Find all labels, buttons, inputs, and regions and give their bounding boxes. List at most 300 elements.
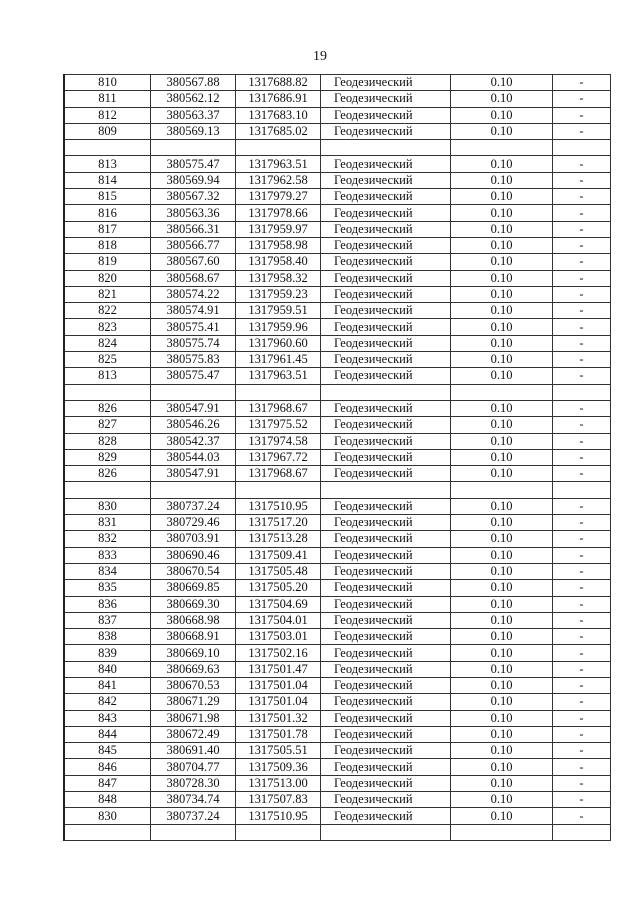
- separator-row: [64, 384, 611, 400]
- accuracy-cell: 0.10: [451, 75, 553, 91]
- x-coordinate-cell: 380670.53: [151, 677, 236, 693]
- table-row: [64, 237, 611, 253]
- description-cell: -: [553, 123, 611, 139]
- method-cell: Геодезический: [321, 91, 451, 107]
- y-coordinate-cell: 1317959.97: [236, 221, 321, 237]
- y-coordinate-cell: 1317963.51: [236, 368, 321, 384]
- point-number-cell: 826: [64, 466, 151, 482]
- accuracy-cell: 0.10: [451, 205, 553, 221]
- y-coordinate-cell: 1317963.51: [236, 156, 321, 172]
- x-coordinate-cell: 380567.88: [151, 75, 236, 91]
- x-coordinate-cell: 380669.30: [151, 596, 236, 612]
- description-cell: -: [553, 726, 611, 742]
- method-cell: Геодезический: [321, 237, 451, 253]
- y-coordinate-cell: 1317503.01: [236, 629, 321, 645]
- x-coordinate-cell: 380567.60: [151, 254, 236, 270]
- table-row: [64, 400, 611, 416]
- method-cell: Геодезический: [321, 563, 451, 579]
- method-cell: Геодезический: [321, 612, 451, 628]
- x-coordinate-cell: 380547.91: [151, 466, 236, 482]
- accuracy-cell: 0.10: [451, 531, 553, 547]
- table-row: [64, 270, 611, 286]
- y-coordinate-cell: [236, 482, 321, 498]
- method-cell: [321, 384, 451, 400]
- x-coordinate-cell: 380669.10: [151, 645, 236, 661]
- table-row: [64, 515, 611, 531]
- x-coordinate-cell: 380562.12: [151, 91, 236, 107]
- table-row: [64, 677, 611, 693]
- accuracy-cell: 0.10: [451, 237, 553, 253]
- description-cell: -: [553, 352, 611, 368]
- y-coordinate-cell: 1317509.36: [236, 759, 321, 775]
- y-coordinate-cell: 1317959.51: [236, 303, 321, 319]
- method-cell: Геодезический: [321, 303, 451, 319]
- method-cell: Геодезический: [321, 694, 451, 710]
- table-row: [64, 466, 611, 482]
- y-coordinate-cell: 1317504.01: [236, 612, 321, 628]
- point-number-cell: 834: [64, 563, 151, 579]
- accuracy-cell: 0.10: [451, 270, 553, 286]
- description-cell: -: [553, 645, 611, 661]
- y-coordinate-cell: 1317686.91: [236, 91, 321, 107]
- method-cell: Геодезический: [321, 319, 451, 335]
- y-coordinate-cell: 1317507.83: [236, 792, 321, 808]
- y-coordinate-cell: 1317501.04: [236, 677, 321, 693]
- description-cell: -: [553, 368, 611, 384]
- table-row: [64, 91, 611, 107]
- description-cell: -: [553, 531, 611, 547]
- table-body: [64, 75, 611, 841]
- accuracy-cell: 0.10: [451, 417, 553, 433]
- accuracy-cell: 0.10: [451, 352, 553, 368]
- description-cell: [553, 140, 611, 156]
- accuracy-cell: 0.10: [451, 596, 553, 612]
- accuracy-cell: 0.10: [451, 547, 553, 563]
- y-coordinate-cell: 1317688.82: [236, 75, 321, 91]
- description-cell: -: [553, 498, 611, 514]
- point-number-cell: 838: [64, 629, 151, 645]
- page-number: 19: [313, 49, 327, 64]
- accuracy-cell: 0.10: [451, 677, 553, 693]
- method-cell: Геодезический: [321, 743, 451, 759]
- table-row: [64, 547, 611, 563]
- point-number-cell: 843: [64, 710, 151, 726]
- point-number-cell: 844: [64, 726, 151, 742]
- description-cell: -: [553, 677, 611, 693]
- method-cell: [321, 140, 451, 156]
- x-coordinate-cell: 380728.30: [151, 775, 236, 791]
- accuracy-cell: 0.10: [451, 433, 553, 449]
- point-number-cell: 820: [64, 270, 151, 286]
- accuracy-cell: 0.10: [451, 498, 553, 514]
- description-cell: -: [553, 743, 611, 759]
- x-coordinate-cell: 380668.91: [151, 629, 236, 645]
- accuracy-cell: 0.10: [451, 612, 553, 628]
- y-coordinate-cell: 1317958.98: [236, 237, 321, 253]
- description-cell: -: [553, 270, 611, 286]
- method-cell: Геодезический: [321, 645, 451, 661]
- accuracy-cell: 0.10: [451, 449, 553, 465]
- y-coordinate-cell: 1317685.02: [236, 123, 321, 139]
- x-coordinate-cell: 380669.63: [151, 661, 236, 677]
- point-number-cell: 829: [64, 449, 151, 465]
- x-coordinate-cell: 380672.49: [151, 726, 236, 742]
- table-row: [64, 319, 611, 335]
- x-coordinate-cell: 380544.03: [151, 449, 236, 465]
- description-cell: -: [553, 710, 611, 726]
- table-row: [64, 808, 611, 824]
- table-row: [64, 368, 611, 384]
- accuracy-cell: 0.10: [451, 107, 553, 123]
- table-row: [64, 694, 611, 710]
- method-cell: Геодезический: [321, 433, 451, 449]
- y-coordinate-cell: 1317501.78: [236, 726, 321, 742]
- accuracy-cell: [451, 384, 553, 400]
- x-coordinate-cell: 380734.74: [151, 792, 236, 808]
- x-coordinate-cell: 380568.67: [151, 270, 236, 286]
- description-cell: -: [553, 156, 611, 172]
- table-row: [64, 531, 611, 547]
- table-row: [64, 75, 611, 91]
- accuracy-cell: 0.10: [451, 775, 553, 791]
- point-number-cell: 814: [64, 172, 151, 188]
- description-cell: -: [553, 759, 611, 775]
- point-number-cell: 815: [64, 189, 151, 205]
- point-number-cell: 813: [64, 368, 151, 384]
- x-coordinate-cell: 380575.74: [151, 335, 236, 351]
- x-coordinate-cell: 380671.98: [151, 710, 236, 726]
- point-number-cell: 848: [64, 792, 151, 808]
- table-row: [64, 172, 611, 188]
- y-coordinate-cell: 1317513.28: [236, 531, 321, 547]
- y-coordinate-cell: 1317509.41: [236, 547, 321, 563]
- x-coordinate-cell: 380566.31: [151, 221, 236, 237]
- method-cell: [321, 824, 451, 840]
- point-number-cell: 825: [64, 352, 151, 368]
- method-cell: Геодезический: [321, 498, 451, 514]
- accuracy-cell: 0.10: [451, 123, 553, 139]
- point-number-cell: 822: [64, 303, 151, 319]
- y-coordinate-cell: 1317510.95: [236, 498, 321, 514]
- x-coordinate-cell: 380575.47: [151, 368, 236, 384]
- point-number-cell: [64, 824, 151, 840]
- point-number-cell: [64, 140, 151, 156]
- y-coordinate-cell: 1317510.95: [236, 808, 321, 824]
- x-coordinate-cell: 380547.91: [151, 400, 236, 416]
- accuracy-cell: 0.10: [451, 400, 553, 416]
- x-coordinate-cell: 380670.54: [151, 563, 236, 579]
- point-number-cell: 830: [64, 498, 151, 514]
- table-row: [64, 449, 611, 465]
- y-coordinate-cell: 1317960.60: [236, 335, 321, 351]
- method-cell: Геодезический: [321, 547, 451, 563]
- table-row: [64, 156, 611, 172]
- accuracy-cell: 0.10: [451, 726, 553, 742]
- description-cell: -: [553, 808, 611, 824]
- point-number-cell: 837: [64, 612, 151, 628]
- table-row: [64, 205, 611, 221]
- point-number-cell: 831: [64, 515, 151, 531]
- table-row: [64, 221, 611, 237]
- description-cell: -: [553, 612, 611, 628]
- accuracy-cell: [451, 824, 553, 840]
- description-cell: -: [553, 286, 611, 302]
- y-coordinate-cell: 1317958.32: [236, 270, 321, 286]
- description-cell: -: [553, 792, 611, 808]
- x-coordinate-cell: 380567.32: [151, 189, 236, 205]
- x-coordinate-cell: 380668.98: [151, 612, 236, 628]
- accuracy-cell: 0.10: [451, 743, 553, 759]
- method-cell: Геодезический: [321, 417, 451, 433]
- method-cell: Геодезический: [321, 677, 451, 693]
- table-row: [64, 661, 611, 677]
- y-coordinate-cell: 1317978.66: [236, 205, 321, 221]
- table-row: [64, 645, 611, 661]
- table-row: [64, 726, 611, 742]
- accuracy-cell: 0.10: [451, 792, 553, 808]
- y-coordinate-cell: 1317513.00: [236, 775, 321, 791]
- x-coordinate-cell: 380729.46: [151, 515, 236, 531]
- method-cell: Геодезический: [321, 515, 451, 531]
- table-row: [64, 743, 611, 759]
- accuracy-cell: 0.10: [451, 303, 553, 319]
- point-number-cell: 830: [64, 808, 151, 824]
- x-coordinate-cell: 380542.37: [151, 433, 236, 449]
- description-cell: -: [553, 91, 611, 107]
- x-coordinate-cell: [151, 384, 236, 400]
- method-cell: Геодезический: [321, 726, 451, 742]
- x-coordinate-cell: 380546.26: [151, 417, 236, 433]
- point-number-cell: 839: [64, 645, 151, 661]
- accuracy-cell: 0.10: [451, 221, 553, 237]
- point-number-cell: 827: [64, 417, 151, 433]
- description-cell: -: [553, 254, 611, 270]
- table-row: [64, 792, 611, 808]
- description-cell: -: [553, 172, 611, 188]
- point-number-cell: 836: [64, 596, 151, 612]
- point-number-cell: 818: [64, 237, 151, 253]
- x-coordinate-cell: 380574.91: [151, 303, 236, 319]
- y-coordinate-cell: 1317505.51: [236, 743, 321, 759]
- method-cell: Геодезический: [321, 205, 451, 221]
- x-coordinate-cell: 380737.24: [151, 808, 236, 824]
- description-cell: -: [553, 449, 611, 465]
- separator-row: [64, 824, 611, 840]
- point-number-cell: 828: [64, 433, 151, 449]
- table-row: [64, 629, 611, 645]
- description-cell: -: [553, 563, 611, 579]
- x-coordinate-cell: 380574.22: [151, 286, 236, 302]
- description-cell: -: [553, 189, 611, 205]
- description-cell: -: [553, 433, 611, 449]
- point-number-cell: 819: [64, 254, 151, 270]
- method-cell: Геодезический: [321, 466, 451, 482]
- method-cell: Геодезический: [321, 254, 451, 270]
- method-cell: Геодезический: [321, 775, 451, 791]
- point-number-cell: 824: [64, 335, 151, 351]
- x-coordinate-cell: 380669.85: [151, 580, 236, 596]
- table-row: [64, 417, 611, 433]
- table-row: [64, 563, 611, 579]
- point-number-cell: 841: [64, 677, 151, 693]
- table-row: [64, 596, 611, 612]
- table-row: [64, 189, 611, 205]
- y-coordinate-cell: 1317968.67: [236, 400, 321, 416]
- method-cell: Геодезический: [321, 270, 451, 286]
- y-coordinate-cell: 1317959.23: [236, 286, 321, 302]
- x-coordinate-cell: 380566.77: [151, 237, 236, 253]
- method-cell: Геодезический: [321, 400, 451, 416]
- point-number-cell: 812: [64, 107, 151, 123]
- accuracy-cell: 0.10: [451, 189, 553, 205]
- x-coordinate-cell: 380575.47: [151, 156, 236, 172]
- method-cell: Геодезический: [321, 759, 451, 775]
- point-number-cell: 832: [64, 531, 151, 547]
- method-cell: Геодезический: [321, 792, 451, 808]
- accuracy-cell: 0.10: [451, 629, 553, 645]
- x-coordinate-cell: 380563.36: [151, 205, 236, 221]
- x-coordinate-cell: 380575.83: [151, 352, 236, 368]
- accuracy-cell: 0.10: [451, 515, 553, 531]
- accuracy-cell: 0.10: [451, 335, 553, 351]
- y-coordinate-cell: 1317968.67: [236, 466, 321, 482]
- method-cell: Геодезический: [321, 596, 451, 612]
- method-cell: Геодезический: [321, 531, 451, 547]
- point-number-cell: 823: [64, 319, 151, 335]
- description-cell: -: [553, 547, 611, 563]
- table-row: [64, 775, 611, 791]
- point-number-cell: 816: [64, 205, 151, 221]
- y-coordinate-cell: 1317974.58: [236, 433, 321, 449]
- x-coordinate-cell: 380704.77: [151, 759, 236, 775]
- accuracy-cell: 0.10: [451, 368, 553, 384]
- method-cell: Геодезический: [321, 710, 451, 726]
- accuracy-cell: 0.10: [451, 694, 553, 710]
- coordinates-table: [63, 74, 611, 841]
- y-coordinate-cell: 1317517.20: [236, 515, 321, 531]
- method-cell: Геодезический: [321, 661, 451, 677]
- table-row: [64, 107, 611, 123]
- description-cell: -: [553, 107, 611, 123]
- description-cell: -: [553, 319, 611, 335]
- table-row: [64, 710, 611, 726]
- x-coordinate-cell: 380703.91: [151, 531, 236, 547]
- y-coordinate-cell: 1317979.27: [236, 189, 321, 205]
- method-cell: Геодезический: [321, 808, 451, 824]
- method-cell: Геодезический: [321, 172, 451, 188]
- accuracy-cell: 0.10: [451, 466, 553, 482]
- accuracy-cell: 0.10: [451, 710, 553, 726]
- table-row: [64, 335, 611, 351]
- point-number-cell: 817: [64, 221, 151, 237]
- y-coordinate-cell: 1317501.47: [236, 661, 321, 677]
- accuracy-cell: 0.10: [451, 91, 553, 107]
- method-cell: Геодезический: [321, 629, 451, 645]
- description-cell: -: [553, 515, 611, 531]
- method-cell: Геодезический: [321, 368, 451, 384]
- method-cell: Геодезический: [321, 580, 451, 596]
- y-coordinate-cell: [236, 140, 321, 156]
- description-cell: -: [553, 75, 611, 91]
- method-cell: Геодезический: [321, 123, 451, 139]
- table-row: [64, 433, 611, 449]
- x-coordinate-cell: [151, 140, 236, 156]
- x-coordinate-cell: 380691.40: [151, 743, 236, 759]
- description-cell: -: [553, 417, 611, 433]
- table-row: [64, 303, 611, 319]
- y-coordinate-cell: [236, 824, 321, 840]
- point-number-cell: 821: [64, 286, 151, 302]
- accuracy-cell: 0.10: [451, 645, 553, 661]
- description-cell: -: [553, 400, 611, 416]
- y-coordinate-cell: 1317967.72: [236, 449, 321, 465]
- point-number-cell: 840: [64, 661, 151, 677]
- method-cell: Геодезический: [321, 286, 451, 302]
- y-coordinate-cell: 1317504.69: [236, 596, 321, 612]
- point-number-cell: 835: [64, 580, 151, 596]
- table-row: [64, 612, 611, 628]
- y-coordinate-cell: 1317683.10: [236, 107, 321, 123]
- accuracy-cell: 0.10: [451, 254, 553, 270]
- y-coordinate-cell: 1317501.04: [236, 694, 321, 710]
- point-number-cell: 845: [64, 743, 151, 759]
- accuracy-cell: 0.10: [451, 661, 553, 677]
- method-cell: Геодезический: [321, 335, 451, 351]
- x-coordinate-cell: 380671.29: [151, 694, 236, 710]
- table-row: [64, 759, 611, 775]
- point-number-cell: 810: [64, 75, 151, 91]
- x-coordinate-cell: 380569.94: [151, 172, 236, 188]
- description-cell: -: [553, 694, 611, 710]
- table-row: [64, 254, 611, 270]
- description-cell: -: [553, 205, 611, 221]
- table-row: [64, 123, 611, 139]
- accuracy-cell: 0.10: [451, 563, 553, 579]
- x-coordinate-cell: [151, 482, 236, 498]
- description-cell: -: [553, 303, 611, 319]
- description-cell: -: [553, 466, 611, 482]
- method-cell: Геодезический: [321, 75, 451, 91]
- description-cell: -: [553, 237, 611, 253]
- method-cell: [321, 482, 451, 498]
- description-cell: [553, 384, 611, 400]
- accuracy-cell: 0.10: [451, 808, 553, 824]
- description-cell: -: [553, 580, 611, 596]
- x-coordinate-cell: 380737.24: [151, 498, 236, 514]
- accuracy-cell: 0.10: [451, 580, 553, 596]
- table-row: [64, 352, 611, 368]
- description-cell: -: [553, 221, 611, 237]
- y-coordinate-cell: 1317505.20: [236, 580, 321, 596]
- description-cell: [553, 482, 611, 498]
- x-coordinate-cell: 380569.13: [151, 123, 236, 139]
- point-number-cell: 811: [64, 91, 151, 107]
- x-coordinate-cell: 380563.37: [151, 107, 236, 123]
- point-number-cell: [64, 482, 151, 498]
- point-number-cell: 809: [64, 123, 151, 139]
- accuracy-cell: [451, 482, 553, 498]
- point-number-cell: 826: [64, 400, 151, 416]
- table-row: [64, 286, 611, 302]
- description-cell: -: [553, 629, 611, 645]
- method-cell: Геодезический: [321, 156, 451, 172]
- table-row: [64, 580, 611, 596]
- y-coordinate-cell: 1317501.32: [236, 710, 321, 726]
- point-number-cell: 833: [64, 547, 151, 563]
- accuracy-cell: 0.10: [451, 172, 553, 188]
- accuracy-cell: 0.10: [451, 286, 553, 302]
- method-cell: Геодезический: [321, 449, 451, 465]
